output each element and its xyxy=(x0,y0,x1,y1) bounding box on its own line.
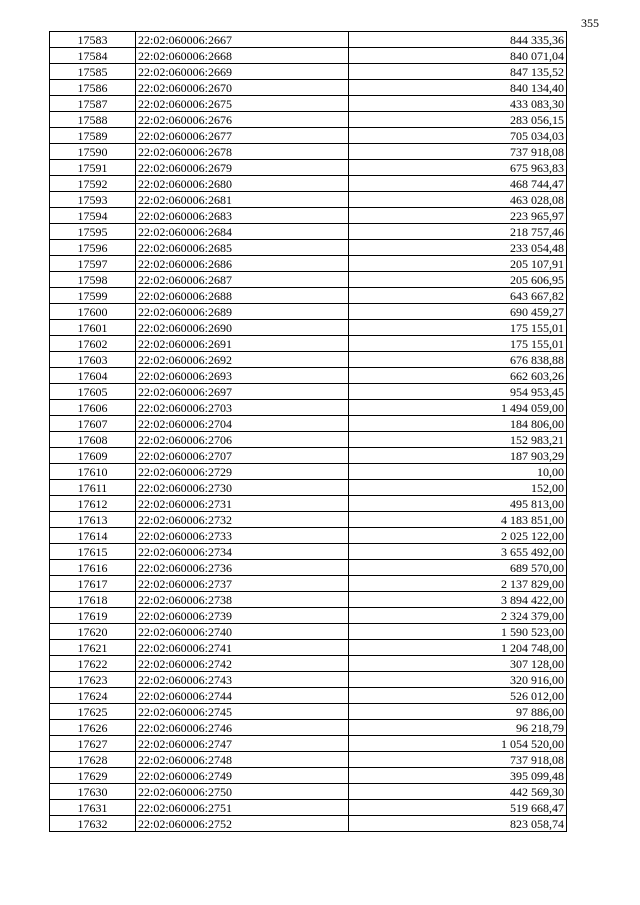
table-row xyxy=(50,304,567,320)
cadastral-value-cell: 737 918,08 xyxy=(349,752,567,768)
row-number-cell: 17589 xyxy=(50,128,136,144)
table-row xyxy=(50,560,567,576)
row-number-cell: 17605 xyxy=(50,384,136,400)
table-row xyxy=(50,256,567,272)
cadastral-number-cell: 22:02:060006:2675 xyxy=(136,96,349,112)
table-row xyxy=(50,672,567,688)
row-number-cell: 17601 xyxy=(50,320,136,336)
cadastral-number-cell: 22:02:060006:2704 xyxy=(136,416,349,432)
table-row xyxy=(50,384,567,400)
row-number-cell: 17630 xyxy=(50,784,136,800)
cadastral-value-cell: 689 570,00 xyxy=(349,560,567,576)
table-row xyxy=(50,624,567,640)
cadastral-number-cell: 22:02:060006:2678 xyxy=(136,144,349,160)
row-number-cell: 17593 xyxy=(50,192,136,208)
row-number-cell: 17623 xyxy=(50,672,136,688)
table-row xyxy=(50,736,567,752)
cadastral-value-cell: 96 218,79 xyxy=(349,720,567,736)
cadastral-value-cell: 526 012,00 xyxy=(349,688,567,704)
row-number-cell: 17595 xyxy=(50,224,136,240)
cadastral-number-cell: 22:02:060006:2688 xyxy=(136,288,349,304)
cadastral-value-cell: 1 494 059,00 xyxy=(349,400,567,416)
cadastral-number-cell: 22:02:060006:2679 xyxy=(136,160,349,176)
row-number-cell: 17627 xyxy=(50,736,136,752)
cadastral-value-cell: 519 668,47 xyxy=(349,800,567,816)
cadastral-number-cell: 22:02:060006:2685 xyxy=(136,240,349,256)
table-row xyxy=(50,272,567,288)
row-number-cell: 17588 xyxy=(50,112,136,128)
row-number-cell: 17615 xyxy=(50,544,136,560)
row-number-cell: 17584 xyxy=(50,48,136,64)
table-row xyxy=(50,448,567,464)
row-number-cell: 17625 xyxy=(50,704,136,720)
table-row xyxy=(50,144,567,160)
row-number-cell: 17619 xyxy=(50,608,136,624)
cadastral-value-table xyxy=(49,31,567,832)
cadastral-number-cell: 22:02:060006:2686 xyxy=(136,256,349,272)
cadastral-value-cell: 205 606,95 xyxy=(349,272,567,288)
row-number-cell: 17609 xyxy=(50,448,136,464)
cadastral-value-cell: 844 335,36 xyxy=(349,32,567,48)
cadastral-value-cell: 218 757,46 xyxy=(349,224,567,240)
table-row xyxy=(50,224,567,240)
cadastral-number-cell: 22:02:060006:2745 xyxy=(136,704,349,720)
table-row xyxy=(50,528,567,544)
cadastral-number-cell: 22:02:060006:2689 xyxy=(136,304,349,320)
row-number-cell: 17594 xyxy=(50,208,136,224)
cadastral-value-cell: 823 058,74 xyxy=(349,816,567,832)
table-row xyxy=(50,400,567,416)
cadastral-number-cell: 22:02:060006:2687 xyxy=(136,272,349,288)
row-number-cell: 17620 xyxy=(50,624,136,640)
cadastral-number-cell: 22:02:060006:2738 xyxy=(136,592,349,608)
table-row xyxy=(50,160,567,176)
cadastral-number-cell: 22:02:060006:2677 xyxy=(136,128,349,144)
cadastral-value-cell: 442 569,30 xyxy=(349,784,567,800)
cadastral-number-cell: 22:02:060006:2692 xyxy=(136,352,349,368)
cadastral-number-cell: 22:02:060006:2747 xyxy=(136,736,349,752)
cadastral-number-cell: 22:02:060006:2742 xyxy=(136,656,349,672)
table-body xyxy=(50,32,567,832)
cadastral-value-cell: 205 107,91 xyxy=(349,256,567,272)
cadastral-value-cell: 2 324 379,00 xyxy=(349,608,567,624)
cadastral-value-cell: 320 916,00 xyxy=(349,672,567,688)
row-number-cell: 17622 xyxy=(50,656,136,672)
cadastral-value-cell: 152,00 xyxy=(349,480,567,496)
cadastral-value-cell: 705 034,03 xyxy=(349,128,567,144)
cadastral-number-cell: 22:02:060006:2691 xyxy=(136,336,349,352)
table-row xyxy=(50,688,567,704)
cadastral-value-cell: 690 459,27 xyxy=(349,304,567,320)
row-number-cell: 17606 xyxy=(50,400,136,416)
cadastral-value-cell: 3 655 492,00 xyxy=(349,544,567,560)
row-number-cell: 17624 xyxy=(50,688,136,704)
table-row xyxy=(50,128,567,144)
table-row xyxy=(50,480,567,496)
cadastral-value-cell: 675 963,83 xyxy=(349,160,567,176)
cadastral-number-cell: 22:02:060006:2749 xyxy=(136,768,349,784)
cadastral-number-cell: 22:02:060006:2748 xyxy=(136,752,349,768)
cadastral-value-cell: 187 903,29 xyxy=(349,448,567,464)
row-number-cell: 17629 xyxy=(50,768,136,784)
cadastral-number-cell: 22:02:060006:2752 xyxy=(136,816,349,832)
row-number-cell: 17585 xyxy=(50,64,136,80)
cadastral-value-cell: 676 838,88 xyxy=(349,352,567,368)
cadastral-value-cell: 1 590 523,00 xyxy=(349,624,567,640)
cadastral-value-cell: 1 204 748,00 xyxy=(349,640,567,656)
row-number-cell: 17586 xyxy=(50,80,136,96)
cadastral-value-cell: 175 155,01 xyxy=(349,336,567,352)
cadastral-value-cell: 433 083,30 xyxy=(349,96,567,112)
row-number-cell: 17610 xyxy=(50,464,136,480)
row-number-cell: 17604 xyxy=(50,368,136,384)
row-number-cell: 17614 xyxy=(50,528,136,544)
table-row xyxy=(50,816,567,832)
cadastral-value-cell: 643 667,82 xyxy=(349,288,567,304)
row-number-cell: 17612 xyxy=(50,496,136,512)
row-number-cell: 17611 xyxy=(50,480,136,496)
cadastral-number-cell: 22:02:060006:2751 xyxy=(136,800,349,816)
table-row xyxy=(50,768,567,784)
cadastral-number-cell: 22:02:060006:2669 xyxy=(136,64,349,80)
cadastral-number-cell: 22:02:060006:2680 xyxy=(136,176,349,192)
row-number-cell: 17618 xyxy=(50,592,136,608)
cadastral-number-cell: 22:02:060006:2684 xyxy=(136,224,349,240)
table-row xyxy=(50,576,567,592)
table-row xyxy=(50,288,567,304)
cadastral-number-cell: 22:02:060006:2731 xyxy=(136,496,349,512)
cadastral-number-cell: 22:02:060006:2683 xyxy=(136,208,349,224)
cadastral-value-cell: 2 025 122,00 xyxy=(349,528,567,544)
cadastral-number-cell: 22:02:060006:2739 xyxy=(136,608,349,624)
cadastral-number-cell: 22:02:060006:2734 xyxy=(136,544,349,560)
cadastral-value-cell: 840 071,04 xyxy=(349,48,567,64)
cadastral-number-cell: 22:02:060006:2743 xyxy=(136,672,349,688)
cadastral-value-cell: 184 806,00 xyxy=(349,416,567,432)
row-number-cell: 17621 xyxy=(50,640,136,656)
row-number-cell: 17617 xyxy=(50,576,136,592)
cadastral-number-cell: 22:02:060006:2736 xyxy=(136,560,349,576)
cadastral-number-cell: 22:02:060006:2746 xyxy=(136,720,349,736)
cadastral-value-cell: 2 137 829,00 xyxy=(349,576,567,592)
cadastral-value-cell: 954 953,45 xyxy=(349,384,567,400)
row-number-cell: 17591 xyxy=(50,160,136,176)
table-row xyxy=(50,656,567,672)
table-row xyxy=(50,368,567,384)
row-number-cell: 17583 xyxy=(50,32,136,48)
cadastral-number-cell: 22:02:060006:2741 xyxy=(136,640,349,656)
row-number-cell: 17608 xyxy=(50,432,136,448)
table-row xyxy=(50,80,567,96)
cadastral-number-cell: 22:02:060006:2730 xyxy=(136,480,349,496)
row-number-cell: 17600 xyxy=(50,304,136,320)
cadastral-number-cell: 22:02:060006:2707 xyxy=(136,448,349,464)
table-row xyxy=(50,336,567,352)
cadastral-number-cell: 22:02:060006:2740 xyxy=(136,624,349,640)
cadastral-number-cell: 22:02:060006:2737 xyxy=(136,576,349,592)
cadastral-value-cell: 395 099,48 xyxy=(349,768,567,784)
page-number: 355 xyxy=(581,16,599,30)
row-number-cell: 17597 xyxy=(50,256,136,272)
cadastral-number-cell: 22:02:060006:2729 xyxy=(136,464,349,480)
row-number-cell: 17632 xyxy=(50,816,136,832)
table-row xyxy=(50,352,567,368)
row-number-cell: 17592 xyxy=(50,176,136,192)
cadastral-number-cell: 22:02:060006:2681 xyxy=(136,192,349,208)
row-number-cell: 17598 xyxy=(50,272,136,288)
table-row xyxy=(50,640,567,656)
row-number-cell: 17587 xyxy=(50,96,136,112)
table-row xyxy=(50,496,567,512)
cadastral-number-cell: 22:02:060006:2667 xyxy=(136,32,349,48)
table-row xyxy=(50,96,567,112)
cadastral-value-cell: 223 965,97 xyxy=(349,208,567,224)
cadastral-value-cell: 1 054 520,00 xyxy=(349,736,567,752)
table-row xyxy=(50,464,567,480)
cadastral-number-cell: 22:02:060006:2697 xyxy=(136,384,349,400)
table-row xyxy=(50,704,567,720)
cadastral-value-cell: 175 155,01 xyxy=(349,320,567,336)
row-number-cell: 17603 xyxy=(50,352,136,368)
cadastral-value-cell: 283 056,15 xyxy=(349,112,567,128)
cadastral-number-cell: 22:02:060006:2690 xyxy=(136,320,349,336)
cadastral-number-cell: 22:02:060006:2732 xyxy=(136,512,349,528)
cadastral-value-cell: 10,00 xyxy=(349,464,567,480)
cadastral-number-cell: 22:02:060006:2750 xyxy=(136,784,349,800)
table-row xyxy=(50,800,567,816)
table-row xyxy=(50,416,567,432)
cadastral-value-cell: 152 983,21 xyxy=(349,432,567,448)
cadastral-value-cell: 737 918,08 xyxy=(349,144,567,160)
table-row xyxy=(50,592,567,608)
cadastral-number-cell: 22:02:060006:2676 xyxy=(136,112,349,128)
table-row xyxy=(50,608,567,624)
row-number-cell: 17602 xyxy=(50,336,136,352)
row-number-cell: 17590 xyxy=(50,144,136,160)
cadastral-value-cell: 495 813,00 xyxy=(349,496,567,512)
row-number-cell: 17599 xyxy=(50,288,136,304)
cadastral-value-cell: 97 886,00 xyxy=(349,704,567,720)
cadastral-value-cell: 468 744,47 xyxy=(349,176,567,192)
cadastral-number-cell: 22:02:060006:2668 xyxy=(136,48,349,64)
table-row xyxy=(50,240,567,256)
row-number-cell: 17613 xyxy=(50,512,136,528)
table-row xyxy=(50,512,567,528)
cadastral-value-cell: 307 128,00 xyxy=(349,656,567,672)
cadastral-value-cell: 662 603,26 xyxy=(349,368,567,384)
cadastral-number-cell: 22:02:060006:2744 xyxy=(136,688,349,704)
cadastral-number-cell: 22:02:060006:2693 xyxy=(136,368,349,384)
table-row xyxy=(50,784,567,800)
table-row xyxy=(50,720,567,736)
table-row xyxy=(50,32,567,48)
table-row xyxy=(50,176,567,192)
cadastral-number-cell: 22:02:060006:2733 xyxy=(136,528,349,544)
row-number-cell: 17596 xyxy=(50,240,136,256)
table-row xyxy=(50,112,567,128)
table-row xyxy=(50,64,567,80)
table-row xyxy=(50,192,567,208)
table-row xyxy=(50,432,567,448)
cadastral-value-cell: 847 135,52 xyxy=(349,64,567,80)
table-row xyxy=(50,544,567,560)
cadastral-value-cell: 3 894 422,00 xyxy=(349,592,567,608)
cadastral-value-cell: 233 054,48 xyxy=(349,240,567,256)
row-number-cell: 17631 xyxy=(50,800,136,816)
row-number-cell: 17626 xyxy=(50,720,136,736)
table-row xyxy=(50,208,567,224)
row-number-cell: 17628 xyxy=(50,752,136,768)
row-number-cell: 17607 xyxy=(50,416,136,432)
cadastral-value-cell: 840 134,40 xyxy=(349,80,567,96)
cadastral-value-cell: 4 183 851,00 xyxy=(349,512,567,528)
cadastral-value-cell: 463 028,08 xyxy=(349,192,567,208)
table-row xyxy=(50,320,567,336)
cadastral-number-cell: 22:02:060006:2706 xyxy=(136,432,349,448)
row-number-cell: 17616 xyxy=(50,560,136,576)
table-row xyxy=(50,48,567,64)
table-row xyxy=(50,752,567,768)
cadastral-number-cell: 22:02:060006:2703 xyxy=(136,400,349,416)
cadastral-number-cell: 22:02:060006:2670 xyxy=(136,80,349,96)
